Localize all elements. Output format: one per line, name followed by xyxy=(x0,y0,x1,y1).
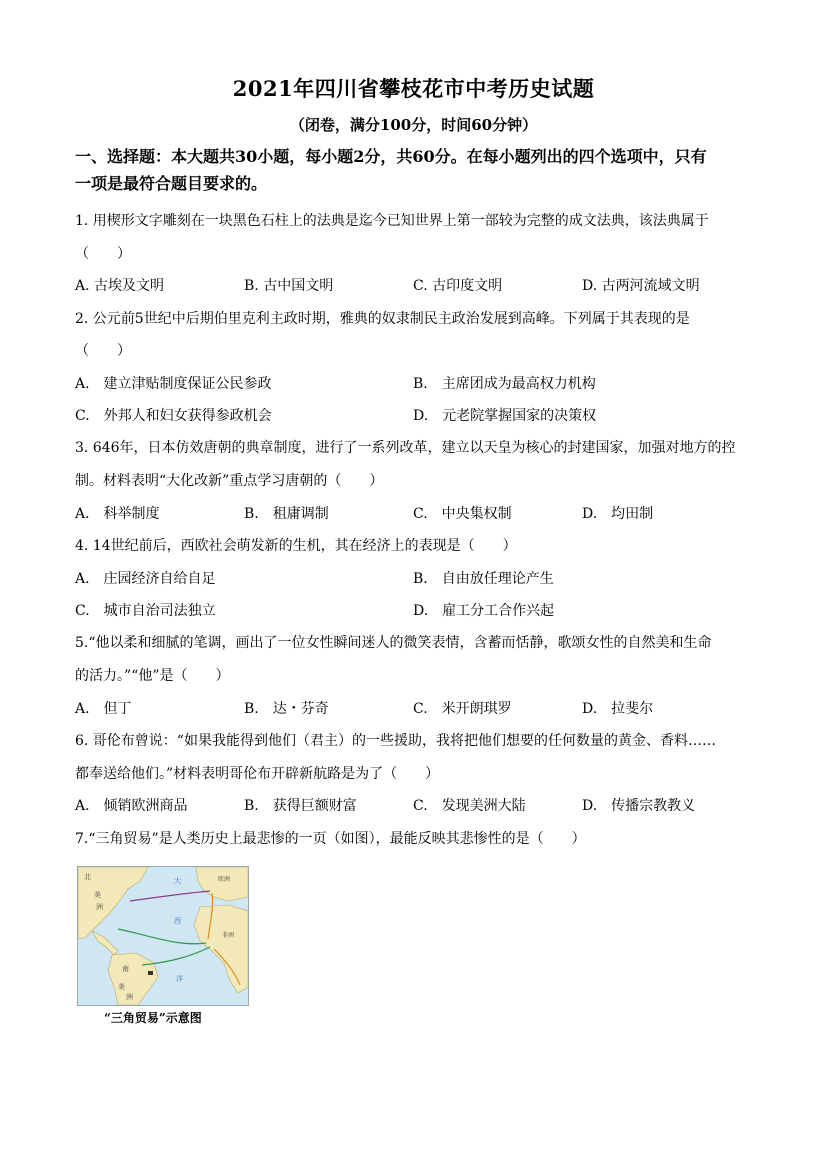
question-3-stem-cont: 制。材料表明“大化改新”重点学习唐朝的（ ） xyxy=(75,473,384,489)
question-2-bracket: （ ） xyxy=(75,343,131,359)
question-1-option-b: B. 古中国文明 xyxy=(244,278,334,294)
question-6-option-d: D. 传播宗教教义 xyxy=(582,798,696,814)
map-label-xi: 西 xyxy=(174,917,181,925)
map-label-north: 北 xyxy=(84,873,91,881)
question-4-option-a: A. 庄园经济自给自足 xyxy=(75,571,216,587)
question-1-option-a: A. 古埃及文明 xyxy=(75,278,165,294)
question-1-bracket: （ ） xyxy=(75,246,131,262)
question-5-stem: 5.“他以柔和细腻的笔调，画出了一位女性瞬间迷人的微笑表情，含蓄而恬静，歌颂女性的自然美和生命 xyxy=(75,635,712,651)
triangle-trade-map-svg xyxy=(78,867,248,1005)
question-2-option-b: B. 主席团成为最高权力机构 xyxy=(413,376,596,392)
exam-info: （闭卷，满分100分，时间60分钟） xyxy=(289,116,538,134)
map-marker xyxy=(148,971,153,975)
question-5-option-b: B. 达・芬奇 xyxy=(244,701,329,717)
question-3-option-b: B. 租庸调制 xyxy=(244,506,329,522)
question-6-stem: 6. 哥伦布曾说：“如果我能得到他们（君主）的一些援助，我将把他们想要的任何数量的黄金、香料…… xyxy=(75,733,716,749)
question-2-option-d: D. 元老院掌握国家的决策权 xyxy=(413,408,597,424)
question-1-stem: 1. 用楔形文字雕刻在一块黑色石柱上的法典是迄今已知世界上第一部较为完整的成文法典，该法典属于 xyxy=(75,213,709,229)
triangle-trade-map xyxy=(77,866,249,1006)
map-label-continent: 洲 xyxy=(96,903,103,911)
question-1-option-d: D. 古两河流域文明 xyxy=(582,278,700,294)
question-4-option-d: D. 雇工分工合作兴起 xyxy=(413,603,555,619)
question-6-stem-cont: 都奉送给他们。”材料表明哥伦布开辟新航路是为了（ ） xyxy=(75,766,440,782)
question-5-option-d: D. 拉斐尔 xyxy=(582,701,654,717)
question-6-option-c: C. 发现美洲大陆 xyxy=(413,798,526,814)
question-2-option-a: A. 建立津贴制度保证公民参政 xyxy=(75,376,272,392)
map-label-america2: 美 xyxy=(118,983,125,991)
page-title: 2021年四川省攀枝花市中考历史试题 xyxy=(232,76,595,101)
question-4-option-b: B. 自由放任理论产生 xyxy=(413,571,554,587)
question-5-option-a: A. 但丁 xyxy=(75,701,132,717)
question-2-option-c: C. 外邦人和妇女获得参政机会 xyxy=(75,408,272,424)
question-4-option-c: C. 城市自治司法独立 xyxy=(75,603,216,619)
question-3-stem: 3. 646年，日本仿效唐朝的典章制度，进行了一系列改革，建立以天皇为核心的封建国家，加强对地方的控 xyxy=(75,440,736,456)
question-2-stem: 2. 公元前5世纪中后期伯里克利主政时期，雅典的奴隶制民主政治发展到高峰。下列属于其表现的是 xyxy=(75,311,690,327)
section-heading-line-2: 一项是最符合题目要求的。 xyxy=(75,174,268,193)
map-label-south: 南 xyxy=(122,965,129,973)
question-3-option-a: A. 科举制度 xyxy=(75,506,160,522)
map-label-america: 美 xyxy=(94,891,101,899)
question-6-option-a: A. 倾销欧洲商品 xyxy=(75,798,188,814)
map-label-africa: 非洲 xyxy=(222,932,235,939)
question-3-option-d: D. 均田制 xyxy=(582,506,654,522)
question-5-option-c: C. 米开朗琪罗 xyxy=(413,701,512,717)
map-label-da: 大 xyxy=(174,877,181,885)
question-5-stem-cont: 的活力。”“他”是（ ） xyxy=(75,668,230,684)
question-1-option-c: C. 古印度文明 xyxy=(413,278,503,294)
question-4-stem: 4. 14世纪前后，西欧社会萌发新的生机，其在经济上的表现是（ ） xyxy=(75,538,517,554)
section-heading xyxy=(75,143,755,197)
figure-caption: “三角贸易”示意图 xyxy=(104,1011,202,1025)
map-label-europe: 欧洲 xyxy=(218,876,231,883)
question-7-stem: 7.“三角贸易”是人类历史上最悲惨的一页（如图），最能反映其悲惨性的是（ ） xyxy=(75,831,586,847)
map-label-continent2: 洲 xyxy=(126,993,133,1001)
question-3-option-c: C. 中央集权制 xyxy=(413,506,512,522)
section-heading-line-1: 一、选择题：本大题共30小题，每小题2分，共60分。在每小题列出的四个选项中，只有 xyxy=(75,147,707,166)
map-label-yang: 洋 xyxy=(176,975,183,983)
question-6-option-b: B. 获得巨额财富 xyxy=(244,798,357,814)
